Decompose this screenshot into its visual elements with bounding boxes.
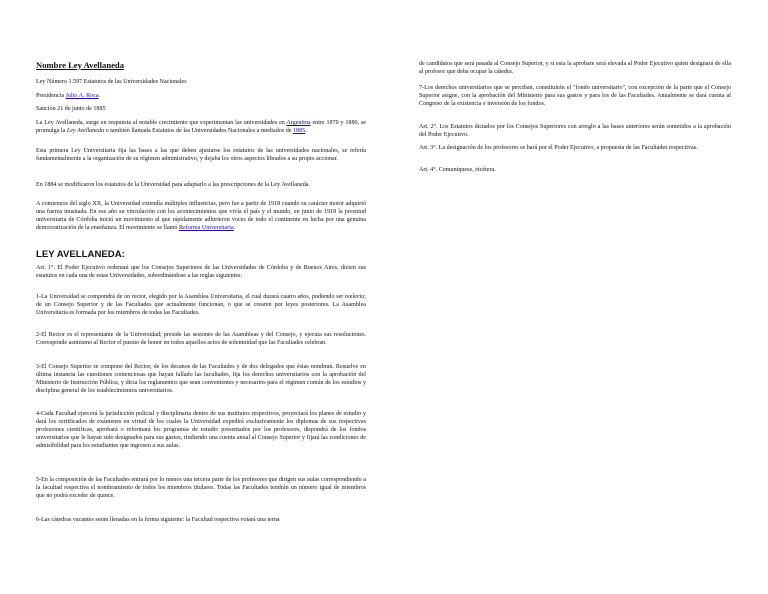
sanction-line: Sanción 21 de junio de 1885	[36, 106, 106, 112]
reforma-universitaria-link[interactable]: Reforma Universitaria	[179, 225, 234, 232]
intro-p1-text-c: o también llamada Estatutos de las Universidades Nacionales a mediados de	[105, 128, 292, 135]
intro-p1-text-a: La Ley Avellaneda, surge en respuesta al notable crecimiento que experimentan las universidades en	[36, 120, 285, 126]
rule-6-continued: de candidatos que será pasada al Consejo Superior, y si esta la aprobare será elevada al Poder Ejecutivo quien designará de ella al profesor que deba ocupar la cátedra.	[419, 61, 731, 76]
intro-p1-text-d: .	[305, 128, 307, 135]
presidency-prefix: Presidencia	[36, 93, 65, 99]
rule-1: 1-La Universidad se compondrá de un rector, elegido por la Asamblea Universitaria, el cual durará cuatro años, pudiendo ser reelecto; de un Consejo Superior y de las Facultades que actualmente funcionan, o que se crearen por leyes posteriores. La Asamblea Universitaria es formada por los miembros de todas las Facultades.	[36, 294, 366, 317]
intro-p4-text-a: A comienzos del siglo XX, la Universidad extendía múltiples influencias, pero fue a partir de 1918 cuando su carácter motor adquirió una fuerza inusitada. En ese año su vinculación con los acontecimientos que vivía el país y el mundo, en junio de 1918 la juventud universitaria de Córdoba inició un movimiento al que rápidamente adhirieron voces de todo el continente en lucha por una genuina democratización de la enseñanza. El movimiento se llamó	[36, 201, 366, 232]
article-2: Art. 2°. Los Estatutos dictados por los Consejos Superiores con arreglo a las bases anteriores serán sometidos a la aprobación del Poder Ejecutivo.	[419, 124, 731, 139]
intro-p4-text-b: .	[233, 225, 236, 232]
article-3: Art. 3°. La designación de los profesores se hará por el Poder Ejecutivo, a propuesta de las Facultades respectivas.	[419, 145, 698, 151]
argentina-link[interactable]: Argentina	[286, 120, 311, 126]
rule-5: 5-En la composición de las Facultades entrará por lo menos una tercera parte de los profesores que dirigen sus aulas correspondiendo a la facultad respectiva el nombramiento de todos los miembros titulares. Todas las Facultades tendrán un número igual de miembros que no podrá exceder de quince.	[36, 477, 366, 500]
document-title: Nombre Ley Avellaneda	[36, 60, 125, 70]
intro-p1-text-b: entre 1870 y 1880, se promulga la	[36, 120, 366, 135]
rule-7: 7-Los derechos universitarios que se perciban, constituirán el "fondo universitario", con excepción de la parte que el Consejo Superior asigne, con la aprobación del Ministerio para sus gastos y para los de las Facultades. Anualmente se dará cuenta al Congreso de la existencia e inversión de los fondos.	[419, 85, 731, 108]
rule-6-start: 6-Las cátedras vacantes serán llenadas en la forma siguiente: la Facultad respectiva votará una terna	[36, 517, 280, 523]
rule-4: 4-Cada Facultad ejercerá la jurisdicción policial y disciplinaria dentro de sus institutos respectivos, proyectará los planes de estudio y dará los certificados de exámenes en virtud de los cuales la Universidad expedirá exclusivamente los diplomas de sus respectivas profesiones científicas, aprobará o reformará los programas de estudio presentados por los profesores, dispondrá de los fondos universitarios que le hayan sido designados para sus gastos, rindiendo una cuenta anual al Consejo Superior y fijará las condiciones de admisibilidad para los estudiantes que ingresen a sus aulas.	[36, 411, 366, 450]
ley-avellaneda-italic: Ley Avellaneda	[66, 128, 105, 135]
julio-roca-link[interactable]: Julio A. Roca	[65, 93, 99, 99]
intro-paragraph-2: Esta primera Ley Universitaria fija las bases a las que deben ajustarse los estatutos de las universidades nacionales, se refería fundamentalmente a la organización de su régimen administrativo, y dejaba los otros aspectos librados a su propio accionar.	[36, 148, 366, 163]
article-1: Art. 1°. El Poder Ejecutivo ordenará que los Consejos Superiores de las Universidades de Córdoba y de Buenos Aires, dicten sus estatutos en cada una de estas Universidades, subordinándose a las reglas siguientes:	[36, 265, 366, 280]
section-title: LEY AVELLANEDA:	[36, 249, 125, 260]
intro-paragraph-3: En 1884 se modificaron los estatutos de la Universidad para adaptarlo a las prescripciones de la Ley Avellaneda.	[36, 182, 311, 188]
law-number-line: Ley Número 1.597 Estatutos de las Universidades Nacionales	[36, 79, 187, 85]
intro-paragraph-4	[36, 200, 366, 232]
intro-paragraph-1	[36, 119, 366, 135]
rule-2: 2-El Rector es el representante de la Universidad; preside las sesiones de las Asambleas y del Consejo, y ejecuta sus resoluciones. Corresponde asimismo al Rector el puesto de honor en todos aquellos actos de solemnidad que las Facultades celebran.	[36, 332, 366, 347]
presidency-suffix: .	[98, 93, 101, 99]
year-1885-link[interactable]: 1885	[292, 128, 306, 135]
article-4: Art. 4°. Comuníquese, etcétera.	[419, 167, 496, 173]
rule-3: 3-El Consejo Superior se compone del Rector, de los decanos de las Facultades y de dos delegados que éstas nombran. Resuelve en última instancia las cuestiones contenciosas que hayan fallado las facultades, fija los derechos universitarios con la aprobación del Ministerio de Instrucción Pública, y dicta los reglamentos que sean convenientes y necesarios para el régimen común de los estudios y disciplina general de los establecimientos universitarios.	[36, 364, 366, 395]
presidency-line	[36, 92, 366, 100]
